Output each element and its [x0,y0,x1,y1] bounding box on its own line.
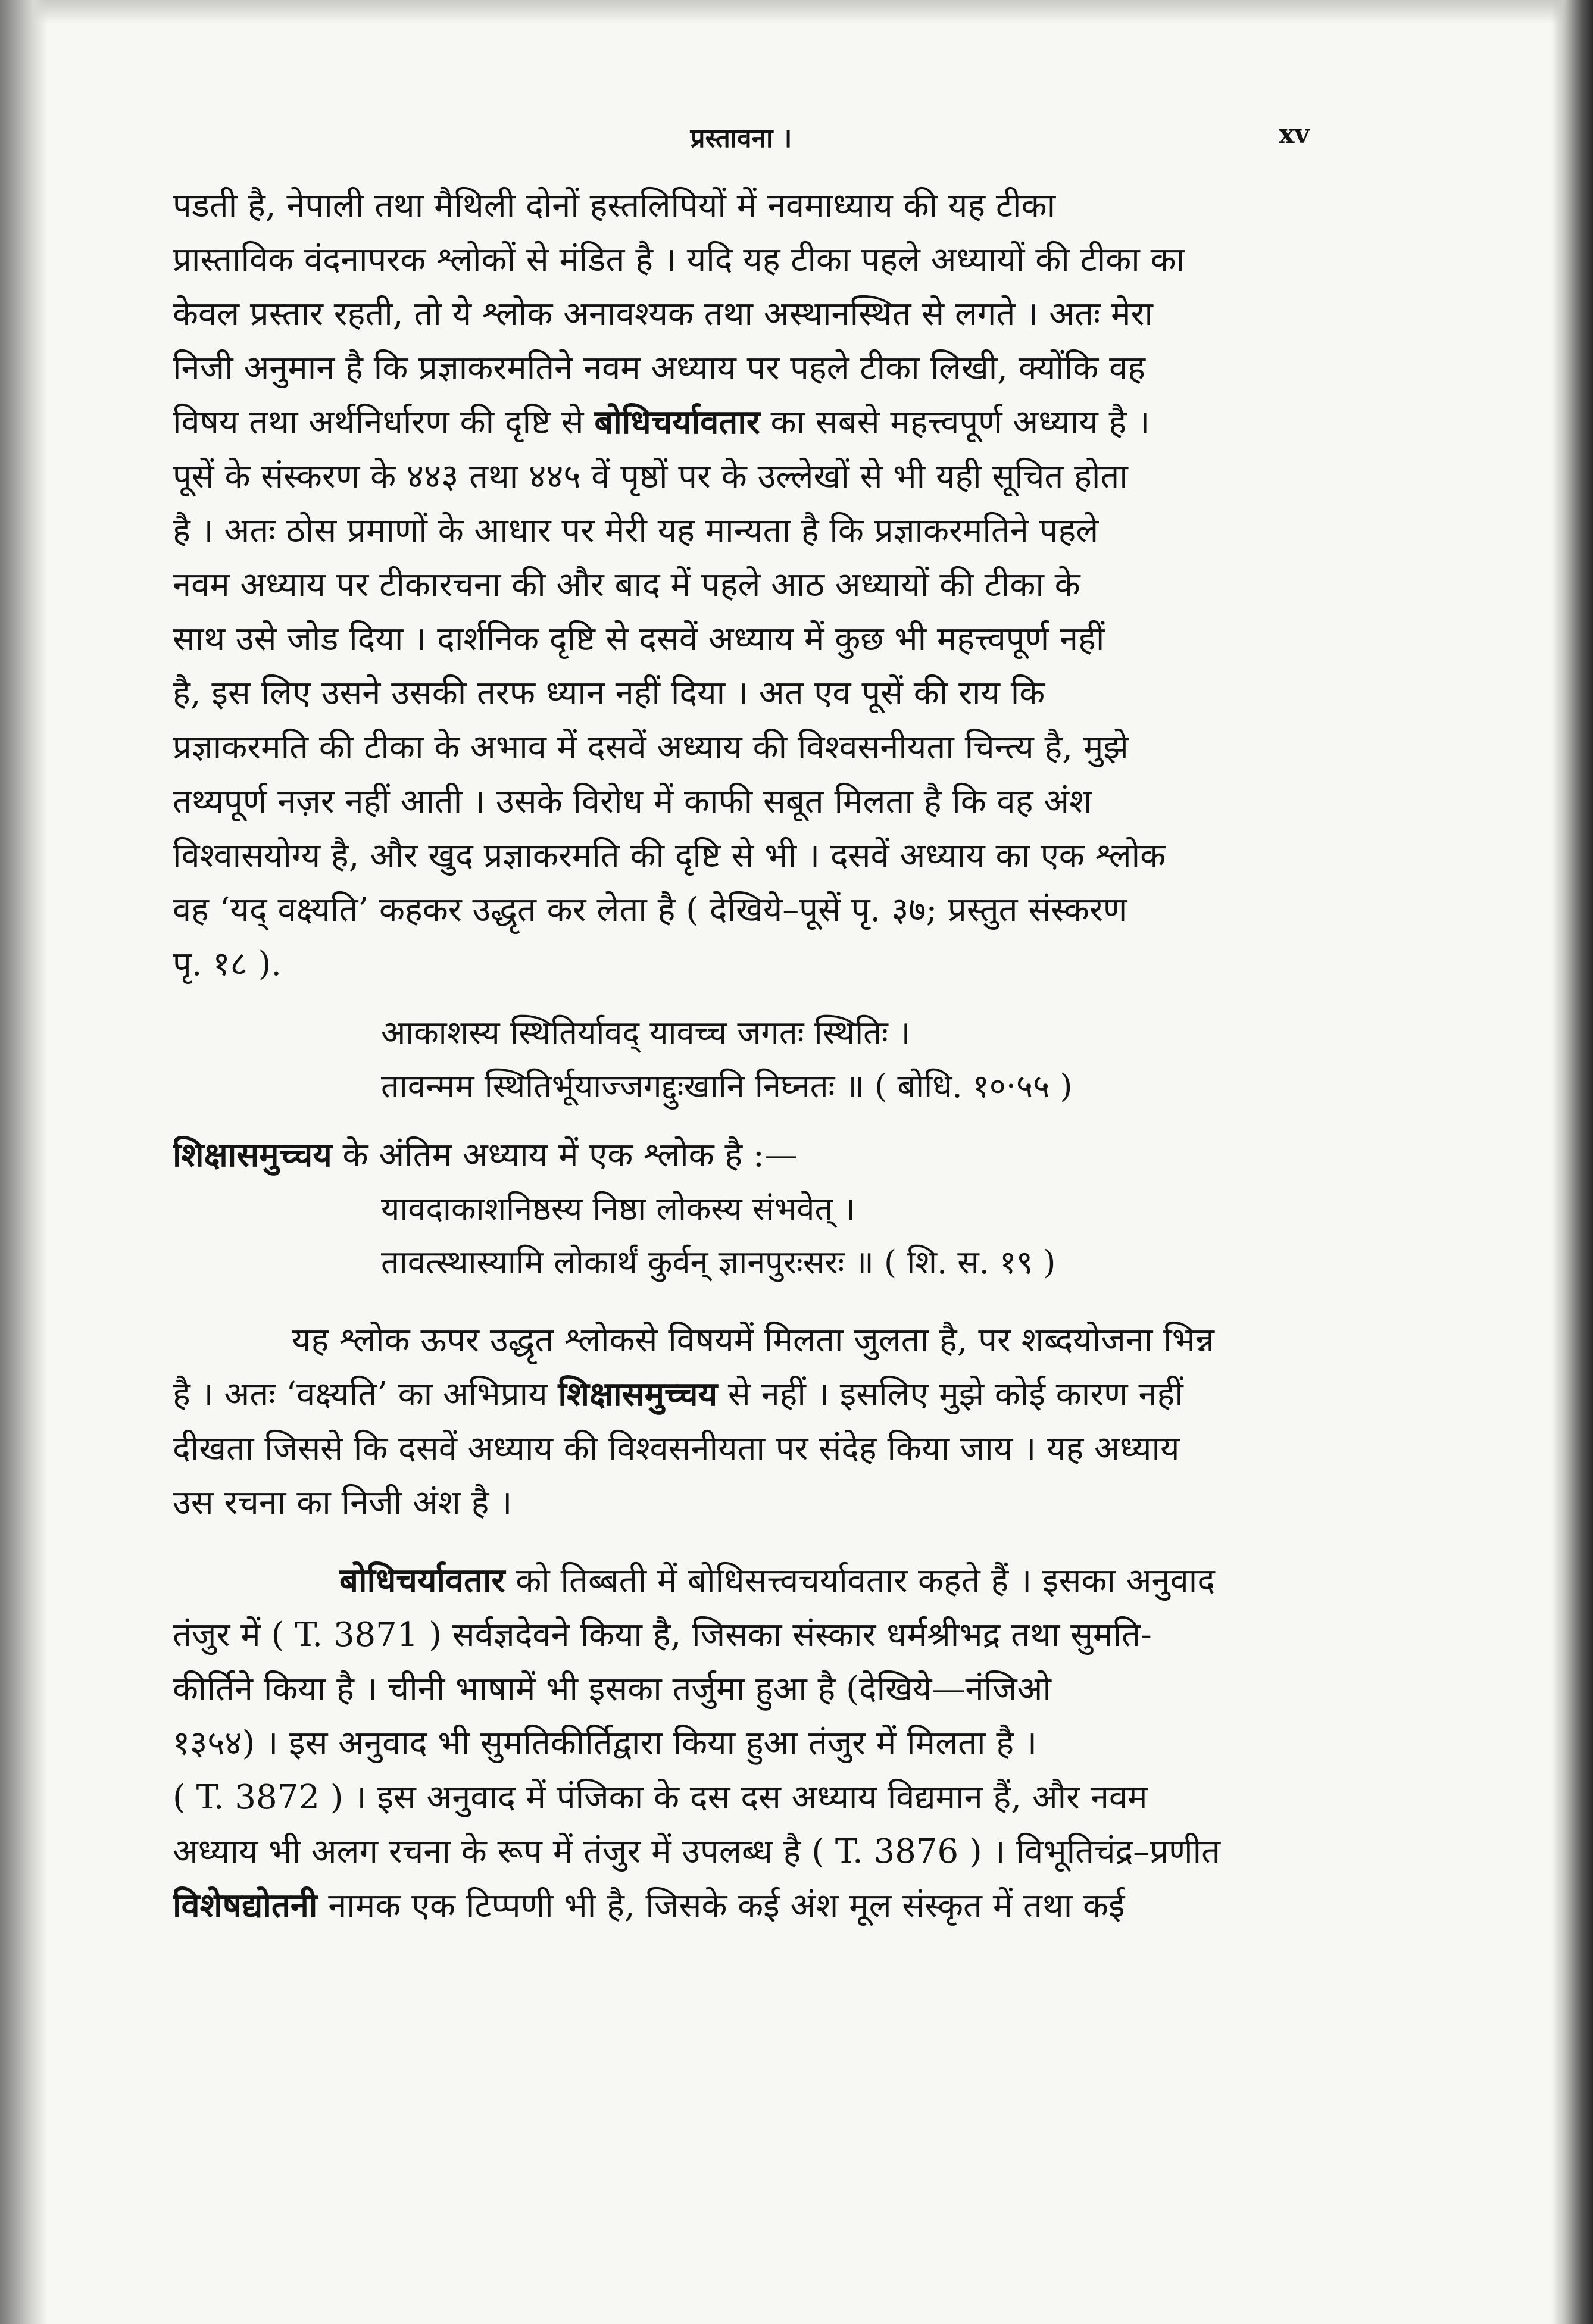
text-line [173,395,1310,449]
text-line: अध्याय भी अलग रचना के रूप में तंजुर में उपलब्ध है ( T. 3876 ) । विभूतिचंद्र–प्रणीत [173,1832,1221,1871]
text-line: प्रज्ञाकरमति की टीका के अभाव में दसवें अध्याय की विश्वसनीयता चिन्त्य है, मुझे [173,728,1129,767]
running-title: प्रस्तावना । [690,123,792,154]
text-line: तंजुर में ( T. 3871 ) सर्वज्ञदेवने किया है, जिसका संस्कार धर्मश्रीभद्र तथा सुमति- [173,1616,1152,1654]
text-line: विश्वासयोग्य है, और खुद प्रज्ञाकरमति की दृष्टि से भी । दसवें अध्याय का एक श्लोक [173,836,1166,875]
bold-term: विशेषद्योतनी [173,1886,318,1925]
text-line: १३५४) । इस अनुवाद भी सुमतिकीर्तिद्वारा किया हुआ तंजुर में मिलता है । [173,1724,1038,1763]
verse-2-intro [173,1128,1310,1182]
paragraph-2 [173,1313,1310,1530]
text-line: पूसें के संस्करण के ४४३ तथा ४४५ वें पृष्ठों पर के उल्लेखों से भी यही सूचित होता [173,457,1128,496]
text-line: उस रचना का निजी अंश है । [173,1483,513,1522]
text-line: पृ. १८ ). [173,945,282,983]
spacer [173,1113,1310,1128]
text-line: साथ उसे जोड दिया । दार्शनिक दृष्टि से दसवें अध्याय में कुछ भी महत्त्वपूर्ण नहीं [173,620,1105,658]
text-line: नवम अध्याय पर टीकारचना की और बाद में पहले आठ अध्यायों की टीका के [173,566,1080,604]
bold-term: बोधिचर्यावतार [594,402,760,442]
verse-2 [173,1182,1310,1289]
text-line: निजी अनुमान है कि प्रज्ञाकरमतिने नवम अध्याय पर पहले टीका लिखी, क्योंकि वह [173,349,1145,388]
bold-term: शिक्षासमुच्चय [558,1375,718,1414]
verse-line: तावत्स्थास्यामि लोकार्थं कुर्वन् ज्ञानपुरःसरः ॥ ( शि. स. १९ ) [381,1244,1056,1281]
page-edge-top [0,0,1593,24]
text-line: दीखता जिससे कि दसवें अध्याय की विश्वसनीयता पर संदेह किया जाय । यह अध्याय [173,1429,1180,1468]
text-segment: विषय तथा अर्थनिर्धारण की दृष्टि से [173,403,595,442]
text-segment: है । अतः ‘वक्ष्यति’ का अभिप्राय [173,1375,558,1414]
paragraph-1 [173,179,1310,991]
text-line: यह श्लोक ऊपर उद्धृत श्लोकसे विषयमें मिलता जुलता है, पर शब्दयोजना भिन्न [292,1321,1214,1360]
page-edge-right [1551,0,1593,2324]
text-line: वह ‘यद् वक्ष्यति’ कहकर उद्धृत कर लेता है ( देखिये–पूसें पृ. ३७; प्रस्तुत संस्करण [173,891,1127,929]
text-line: है, इस लिए उसने उसकी तरफ ध्यान नहीं दिया । अत एव पूसें की राय कि [173,674,1045,713]
text-segment: से नहीं । इसलिए मुझे कोई कारण नहीं [717,1375,1183,1414]
text-line: पडती है, नेपाली तथा मैथिली दोनों हस्तलिपियों में नवमाध्याय की यह टीका [173,186,1056,225]
page-header [173,119,1310,161]
text-segment: का सबसे महत्त्वपूर्ण अध्याय है । [760,403,1150,442]
page-number: xv [1279,119,1310,149]
spacer [173,991,1310,1006]
verse-line: यावदाकाशनिष्ठस्य निष्ठा लोकस्य संभवेत् । [381,1190,855,1227]
text-line: है । अतः ठोस प्रमाणों के आधार पर मेरी यह मान्यता है कि प्रज्ञाकरमतिने पहले [173,511,1099,550]
text-line [173,1554,1310,1608]
text-line: केवल प्रस्तार रहती, तो ये श्लोक अनावश्यक तथा अस्थानस्थित से लगते । अतः मेरा [173,295,1153,333]
text-line [173,1367,1310,1422]
spacer [173,1530,1310,1554]
verse-line: आकाशस्य स्थितिर्यावद् यावच्च जगतः स्थितिः । [381,1014,911,1051]
text-segment: नामक एक टिप्पणी भी है, जिसके कई अंश मूल संस्कृत में तथा कई [317,1886,1125,1925]
paragraph-3 [173,1554,1310,1933]
text-line [173,1879,1310,1933]
verse-line: तावन्मम स्थितिर्भूयाज्जगद्दुःखानि निघ्नतः ॥ ( बोधि. १०·५५ ) [381,1067,1073,1105]
bold-term: बोधिचर्यावतार [339,1561,505,1600]
page-edge-left [0,0,48,2324]
text-segment: के अंतिम अध्याय में एक श्लोक है :— [332,1136,798,1175]
text-line: कीर्तिने किया है । चीनी भाषामें भी इसका तर्जुमा हुआ है (देखिये—नंजिओ [173,1670,1051,1708]
text-line: प्रास्ताविक वंदनापरक श्लोकों से मंडित है । यदि यह टीका पहले अध्यायों की टीका का [173,240,1185,279]
spacer [173,1289,1310,1313]
text-line: ( T. 3872 ) । इस अनुवाद में पंजिका के दस दस अध्याय विद्यमान हैं, और नवम [173,1778,1148,1817]
bold-term: शिक्षासमुच्चय [173,1135,332,1175]
verse-1 [173,1006,1310,1113]
body-text [173,179,1310,1933]
text-line: तथ्यपूर्ण नज़र नहीं आती । उसके विरोध में काफी सबूत मिलता है कि वह अंश [173,782,1092,821]
text-segment: को तिब्बती में बोधिसत्त्वचर्यावतार कहते हैं । इसका अनुवाद [505,1561,1215,1600]
